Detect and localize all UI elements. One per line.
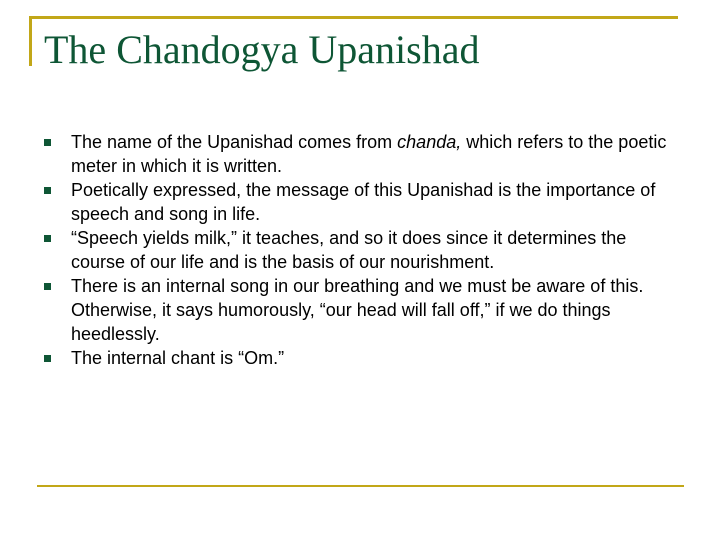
bullet-item: [42, 346, 682, 370]
bullet-item: [42, 226, 682, 274]
bullet-item: [42, 178, 682, 226]
bullet-text: Poetically expressed, the message of this Upanishad is the importance of speech and song in life.: [71, 180, 656, 224]
bullet-text-continued: which refers to the poetic meter in which it is written.: [71, 132, 667, 176]
bullet-text: The name of the Upanishad comes from: [71, 132, 398, 152]
bullet-emphasis: chanda,: [397, 132, 462, 152]
bullet-item: [42, 130, 682, 178]
title-rule-left: [29, 16, 32, 66]
bullet-text: “Speech yields milk,” it teaches, and so it does since it determines the course of our life and is the basis of our nourishment.: [71, 228, 627, 272]
bullet-list: [42, 130, 682, 370]
square-bullet-icon: [44, 187, 51, 194]
bottom-rule: [37, 485, 684, 487]
bullet-item: [42, 274, 682, 346]
square-bullet-icon: [44, 283, 51, 290]
square-bullet-icon: [44, 235, 51, 242]
bullet-text: The internal chant is “Om.”: [71, 348, 285, 368]
square-bullet-icon: [44, 139, 51, 146]
square-bullet-icon: [44, 355, 51, 362]
title-rule-top: [29, 16, 678, 19]
bullet-text: There is an internal song in our breathing and we must be aware of this. Otherwise, it says humorously, “our head will fall off,” if we do things heedlessly.: [71, 276, 644, 344]
slide-title: The Chandogya Upanishad: [44, 27, 480, 72]
